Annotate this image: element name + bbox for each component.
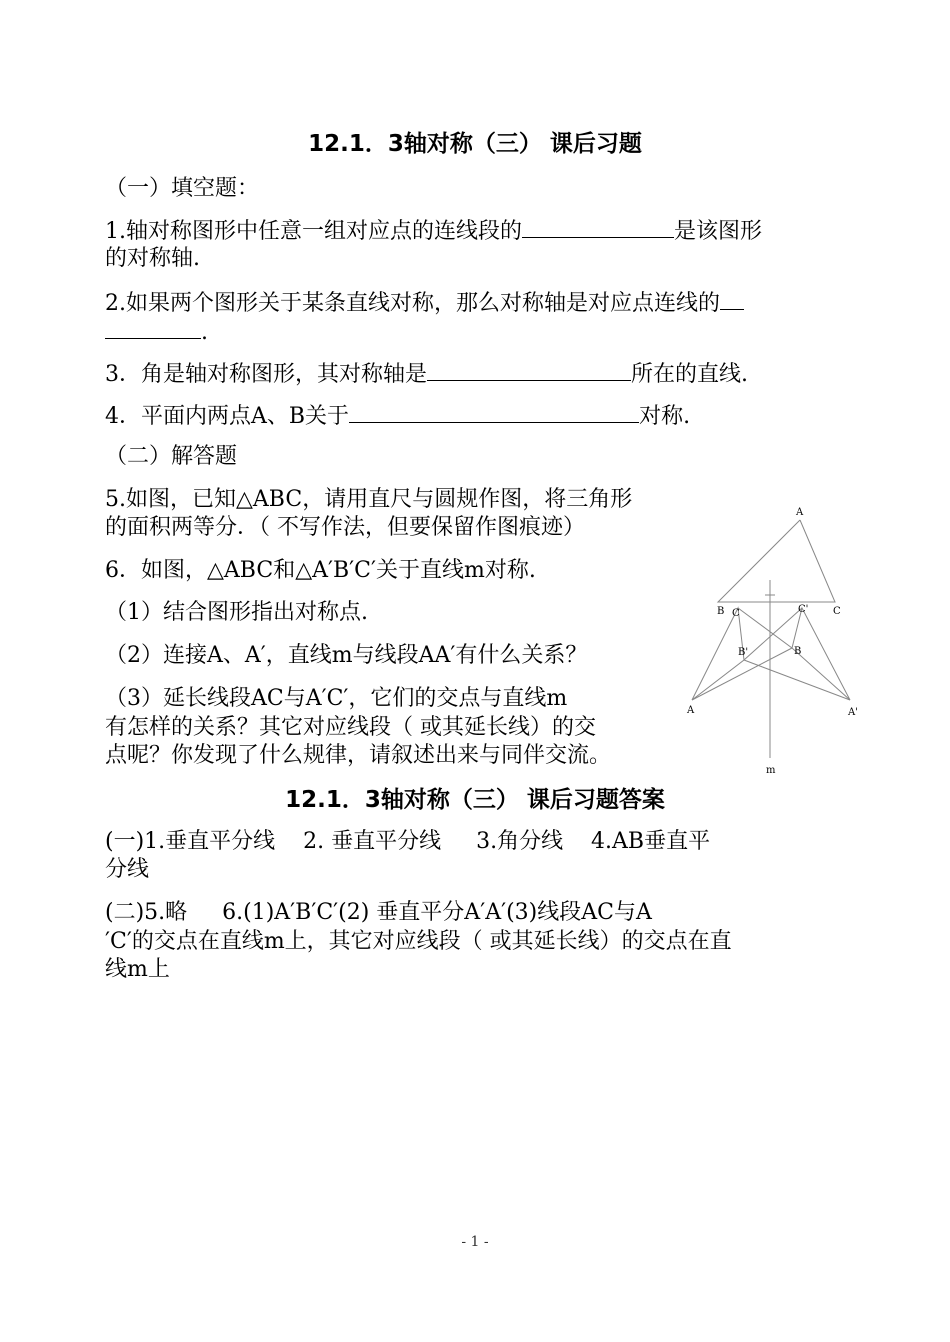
question-2-line-2 [105, 316, 208, 348]
answers-title: 12.1．3轴对称（三） 课后习题答案 [285, 787, 665, 813]
triangle-abc-upper [718, 520, 835, 602]
symmetry-diagram [680, 500, 880, 780]
question-1-line-2: 的对称轴. [105, 246, 200, 271]
question-1-text-a: 1.轴对称图形中任意一组对应点的连线段的 [105, 219, 522, 244]
question-2-blank-part-1 [720, 287, 744, 310]
symmetry-figure [680, 500, 880, 780]
question-6-line-1: 6．如图，△ABC和△A′B′C′关于直线m对称. [105, 558, 536, 583]
label-b-mid: B [794, 646, 802, 657]
answers-part-2-line-3: 线m上 [105, 957, 170, 982]
question-4-text-b: 对称. [639, 404, 691, 429]
label-a-top: A [796, 507, 804, 518]
label-b-prime: B' [738, 647, 749, 658]
question-1-text-b: 是该图形 [674, 219, 763, 244]
answers-part-1-line-1: (一)1.垂直平分线 2. 垂直平分线 3.角分线 4.AB垂直平 [105, 829, 711, 854]
answers-part-1-line-2: 分线 [105, 857, 150, 882]
answers-part-2-line-1: (二)5.略 6.(1)A′B′C′(2) 垂直平分A′A′(3)线段AC与A [105, 900, 652, 925]
cross-line-4 [744, 660, 850, 700]
question-6-sub-3-line-3: 点呢？你发现了什么规律，请叙述出来与同伴交流。 [105, 743, 612, 768]
label-c-right: C [833, 606, 841, 617]
label-a-prime: A' [848, 707, 858, 718]
question-2-blank-part-2 [105, 316, 201, 339]
question-2-line-1 [105, 287, 744, 319]
answers-part-2-line-2: ′C′的交点在直线m上，其它对应线段（ 或其延长线）的交点在直 [105, 929, 732, 954]
label-m: m [766, 765, 776, 776]
question-2-text-a: 2.如果两个图形关于某条直线对称，那么对称轴是对应点连线的 [105, 291, 720, 316]
label-b-left: B [717, 606, 725, 617]
label-a-left: A [687, 705, 695, 716]
question-3-text-a: 3．角是轴对称图形，其对称轴是 [105, 362, 427, 387]
label-c-prime: C' [798, 604, 809, 615]
question-5-line-1: 5.如图，已知△ABC，请用直尺与圆规作图，将三角形 [105, 487, 633, 512]
section-solve-heading: （二）解答题 [105, 444, 238, 469]
question-4-text-a: 4．平面内两点A、B关于 [105, 404, 350, 429]
question-1-line-1 [105, 215, 762, 247]
question-6-sub-3-line-2: 有怎样的关系？其它对应线段（ 或其延长线）的交 [105, 715, 596, 740]
question-5-line-2: 的面积两等分．（ 不写作法，但要保留作图痕迹） [105, 515, 585, 540]
question-2-text-b: . [201, 320, 208, 345]
cross-line-1 [738, 608, 792, 648]
question-1-blank [522, 215, 674, 238]
question-6-sub-3-line-1: （3）延长线段AC与A′C′，它们的交点与直线m [105, 686, 568, 711]
question-3 [105, 358, 748, 390]
label-c-left: C [732, 608, 740, 619]
page-title: 12.1．3轴对称（三） 课后习题 [308, 131, 642, 157]
page-number: - 1 - [461, 1234, 489, 1250]
question-4 [105, 400, 690, 432]
question-6-sub-2: （2）连接A、A′，直线m与线段AA′有什么关系？ [105, 643, 588, 668]
question-3-text-b: 所在的直线. [631, 362, 748, 387]
section-fill-in-heading: （一）填空题： [105, 176, 260, 201]
question-6-sub-1: （1）结合图形指出对称点. [105, 600, 368, 625]
question-3-blank [427, 358, 631, 381]
question-4-blank [349, 400, 639, 423]
